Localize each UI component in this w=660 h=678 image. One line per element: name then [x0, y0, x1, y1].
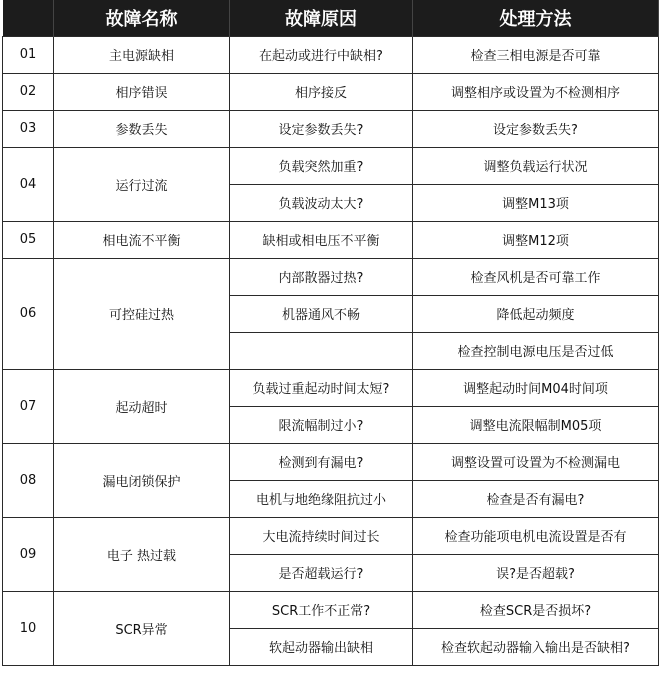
fault-name-cell: 主电源缺相: [54, 36, 230, 73]
header-fault-name: 故障名称: [54, 0, 230, 36]
fault-name-cell: 参数丢失: [54, 110, 230, 147]
fault-id-cell: 10: [3, 591, 54, 665]
fault-cause-cell: [230, 332, 413, 369]
fault-name-cell: 相电流不平衡: [54, 221, 230, 258]
fault-cause-cell: 大电流持续时间过长: [230, 517, 413, 554]
fault-name-cell: 起动超时: [54, 369, 230, 443]
fault-id-cell: 07: [3, 369, 54, 443]
fault-cause-cell: 负载突然加重?: [230, 147, 413, 184]
solution-cell: 调整负载运行状况: [413, 147, 659, 184]
solution-cell: 调整电流限幅制M05项: [413, 406, 659, 443]
fault-id-cell: 05: [3, 221, 54, 258]
solution-cell: 调整相序或设置为不检测相序: [413, 73, 659, 110]
fault-name-cell: 相序错误: [54, 73, 230, 110]
solution-cell: 检查SCR是否损坏?: [413, 591, 659, 628]
fault-cause-cell: 相序接反: [230, 73, 413, 110]
fault-name-cell: SCR异常: [54, 591, 230, 665]
fault-id-cell: 03: [3, 110, 54, 147]
fault-cause-cell: 电机与地绝缘阻抗过小: [230, 480, 413, 517]
solution-cell: 检查功能项电机电流设置是否有: [413, 517, 659, 554]
fault-cause-cell: 设定参数丢失?: [230, 110, 413, 147]
fault-id-cell: 04: [3, 147, 54, 221]
fault-id-cell: 06: [3, 258, 54, 369]
fault-name-cell: 漏电闭锁保护: [54, 443, 230, 517]
table-row: [3, 73, 659, 110]
solution-cell: 检查风机是否可靠工作: [413, 258, 659, 295]
fault-cause-cell: 机器通风不畅: [230, 295, 413, 332]
solution-cell: 设定参数丢失?: [413, 110, 659, 147]
solution-cell: 调整M12项: [413, 221, 659, 258]
header-fault-cause: 故障原因: [230, 0, 413, 36]
table-row: [3, 591, 659, 628]
fault-cause-cell: 缺相或相电压不平衡: [230, 221, 413, 258]
fault-name-cell: 运行过流: [54, 147, 230, 221]
header-solution: 处理方法: [413, 0, 659, 36]
fault-cause-cell: 限流幅制过小?: [230, 406, 413, 443]
fault-table: [2, 0, 659, 666]
fault-id-cell: 02: [3, 73, 54, 110]
fault-cause-cell: 检测到有漏电?: [230, 443, 413, 480]
solution-cell: 调整起动时间M04时间项: [413, 369, 659, 406]
fault-id-cell: 01: [3, 36, 54, 73]
solution-cell: 检查控制电源电压是否过低: [413, 332, 659, 369]
solution-cell: 调整设置可设置为不检测漏电: [413, 443, 659, 480]
solution-cell: 误?是否超载?: [413, 554, 659, 591]
table-row: [3, 36, 659, 73]
fault-cause-cell: 软起动器输出缺相: [230, 628, 413, 665]
table-row: [3, 369, 659, 406]
table-row: [3, 147, 659, 184]
fault-name-cell: 电子 热过载: [54, 517, 230, 591]
fault-cause-cell: 负载过重起动时间太短?: [230, 369, 413, 406]
fault-cause-cell: 负载波动太大?: [230, 184, 413, 221]
header-row: [3, 0, 659, 36]
table-row: [3, 221, 659, 258]
fault-id-cell: 09: [3, 517, 54, 591]
solution-cell: 调整M13项: [413, 184, 659, 221]
table-row: [3, 443, 659, 480]
fault-cause-cell: SCR工作不正常?: [230, 591, 413, 628]
table-row: [3, 258, 659, 295]
fault-cause-cell: 是否超载运行?: [230, 554, 413, 591]
table-row: [3, 110, 659, 147]
fault-id-cell: 08: [3, 443, 54, 517]
solution-cell: 检查软起动器输入输出是否缺相?: [413, 628, 659, 665]
table-body: [3, 36, 659, 665]
table-header: [3, 0, 659, 36]
table-row: [3, 517, 659, 554]
solution-cell: 降低起动频度: [413, 295, 659, 332]
fault-name-cell: 可控硅过热: [54, 258, 230, 369]
solution-cell: 检查三相电源是否可靠: [413, 36, 659, 73]
fault-cause-cell: 在起动或进行中缺相?: [230, 36, 413, 73]
solution-cell: 检查是否有漏电?: [413, 480, 659, 517]
header-id: [3, 0, 54, 36]
fault-cause-cell: 内部散器过热?: [230, 258, 413, 295]
